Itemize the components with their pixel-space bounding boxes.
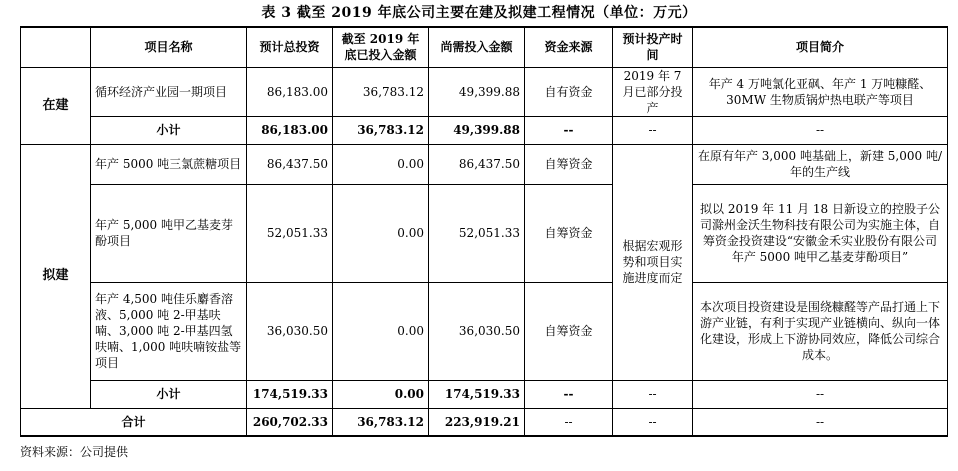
project-name: 年产 5,000 吨甲乙基麦芽酚项目 bbox=[91, 184, 247, 282]
needed-cell: 52,051.33 bbox=[429, 184, 525, 282]
funding-cell: 自筹资金 bbox=[525, 144, 613, 184]
funding-cell: 自有资金 bbox=[525, 67, 613, 116]
total-cell: 86,437.50 bbox=[247, 144, 333, 184]
funding-cell: -- bbox=[525, 116, 613, 144]
header-row bbox=[21, 27, 948, 67]
subtotal-label: 小计 bbox=[91, 380, 247, 408]
invested-cell: 0.00 bbox=[333, 282, 429, 380]
project-name: 年产 5000 吨三氯蔗糖项目 bbox=[91, 144, 247, 184]
header-schedule: 预计投产时间 bbox=[613, 27, 693, 67]
header-intro: 项目简介 bbox=[693, 27, 948, 67]
project-name: 循环经济产业园一期项目 bbox=[91, 67, 247, 116]
invested-cell: 0.00 bbox=[333, 380, 429, 408]
funding-cell: -- bbox=[525, 408, 613, 436]
needed-cell: 36,030.50 bbox=[429, 282, 525, 380]
subtotal-label: 小计 bbox=[91, 116, 247, 144]
schedule-cell: 2019 年 7 月已部分投产 bbox=[613, 67, 693, 116]
schedule-cell: -- bbox=[613, 116, 693, 144]
source-note: 资料来源：公司提供 bbox=[20, 445, 129, 459]
invested-cell: 36,783.12 bbox=[333, 408, 429, 436]
total-cell: 260,702.33 bbox=[247, 408, 333, 436]
header-needed: 尚需投入金额 bbox=[429, 27, 525, 67]
table-row bbox=[21, 282, 948, 380]
needed-cell: 223,919.21 bbox=[429, 408, 525, 436]
funding-cell: 自筹资金 bbox=[525, 282, 613, 380]
projects-table bbox=[20, 26, 948, 437]
schedule-cell: 根据宏观形势和项目实施进度而定 bbox=[613, 144, 693, 380]
intro-cell: -- bbox=[693, 380, 948, 408]
needed-cell: 86,437.50 bbox=[429, 144, 525, 184]
intro-cell: 本次项目投资建设是围绕糠醛等产品打通上下游产业链，有利于实现产业链横向、纵向一体化建设，形成上下游协同效应，降低公司综合成本。 bbox=[693, 282, 948, 380]
total-cell: 52,051.33 bbox=[247, 184, 333, 282]
subtotal-row bbox=[21, 380, 948, 408]
invested-cell: 36,783.12 bbox=[333, 67, 429, 116]
table-row bbox=[21, 184, 948, 282]
header-funding: 资金来源 bbox=[525, 27, 613, 67]
section-label-construction: 在建 bbox=[21, 67, 91, 144]
intro-cell: 在原有年产 3,000 吨基础上，新建 5,000 吨/年的生产线 bbox=[693, 144, 948, 184]
table-row bbox=[21, 144, 948, 184]
table-caption: 表 3 截至 2019 年底公司主要在建及拟建工程情况（单位：万元） bbox=[261, 5, 697, 21]
schedule-cell: -- bbox=[613, 408, 693, 436]
intro-cell: 年产 4 万吨氯化亚砜、年产 1 万吨糠醛、30MW 生物质锅炉热电联产等项目 bbox=[693, 67, 948, 116]
intro-cell: 拟以 2019 年 11 月 18 日新设立的控股子公司滁州金沃生物科技有限公司为实施主体，自筹资金投资建设“安徽金禾实业股份有限公司年产 5000 吨甲乙基麦芽酚项目” bbox=[693, 184, 948, 282]
total-cell: 86,183.00 bbox=[247, 116, 333, 144]
intro-cell: -- bbox=[693, 116, 948, 144]
invested-cell: 36,783.12 bbox=[333, 116, 429, 144]
header-invested: 截至 2019 年底已投入金额 bbox=[333, 27, 429, 67]
schedule-cell: -- bbox=[613, 380, 693, 408]
total-cell: 86,183.00 bbox=[247, 67, 333, 116]
header-total: 预计总投资 bbox=[247, 27, 333, 67]
needed-cell: 49,399.88 bbox=[429, 116, 525, 144]
subtotal-row bbox=[21, 116, 948, 144]
header-name: 项目名称 bbox=[91, 27, 247, 67]
project-name: 年产 4,500 吨佳乐麝香溶液、5,000 吨 2-甲基呋喃、3,000 吨 2-甲基四氢呋喃、1,000 吨呋喃铵盐等项目 bbox=[91, 282, 247, 380]
invested-cell: 0.00 bbox=[333, 144, 429, 184]
invested-cell: 0.00 bbox=[333, 184, 429, 282]
grand-total-label: 合计 bbox=[21, 408, 247, 436]
intro-cell: -- bbox=[693, 408, 948, 436]
needed-cell: 49,399.88 bbox=[429, 67, 525, 116]
section-label-planned: 拟建 bbox=[21, 144, 91, 408]
total-cell: 174,519.33 bbox=[247, 380, 333, 408]
grand-total-row bbox=[21, 408, 948, 436]
needed-cell: 174,519.33 bbox=[429, 380, 525, 408]
table-row bbox=[21, 67, 948, 116]
funding-cell: -- bbox=[525, 380, 613, 408]
header-section bbox=[21, 27, 91, 67]
funding-cell: 自筹资金 bbox=[525, 184, 613, 282]
total-cell: 36,030.50 bbox=[247, 282, 333, 380]
